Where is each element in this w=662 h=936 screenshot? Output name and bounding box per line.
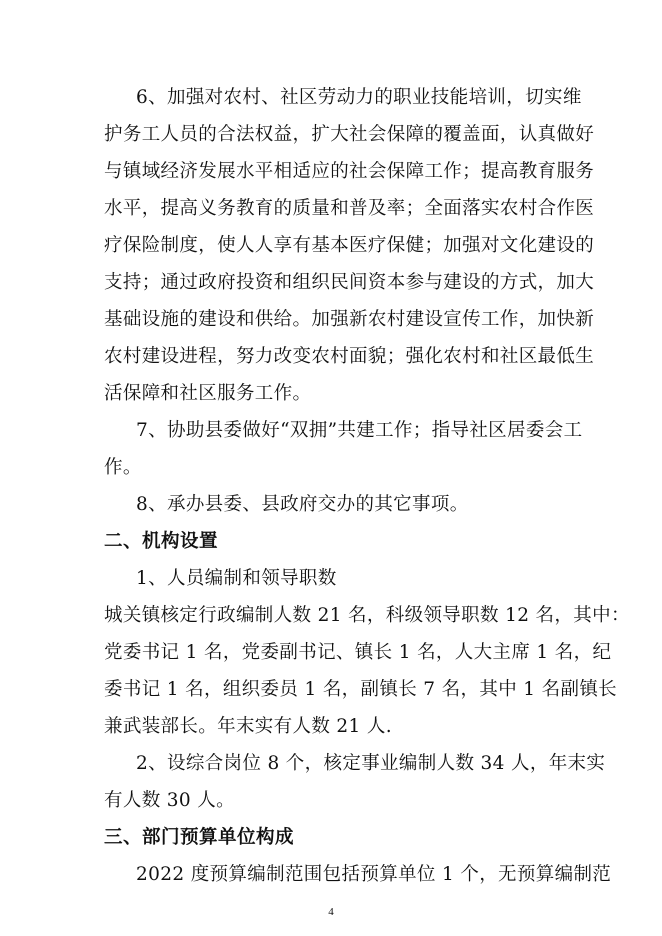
item-6-line: 支持；通过政府投资和组织民间资本参与建设的方式，加大 [104, 272, 595, 293]
staffing-subtitle: 1、人员编制和领导职数 [136, 568, 337, 589]
section-heading-budget-units: 三、部门预算单位构成 [104, 827, 295, 848]
item-6-line: 护务工人员的合法权益，扩大社会保障的覆盖面，认真做好 [104, 124, 595, 145]
item-6-line: 与镇域经济发展水平相适应的社会保障工作；提高教育服务 [104, 161, 595, 182]
staffing-line: 党委书记 1 名，党委副书记、镇长 1 名，人大主席 1 名，纪 [104, 642, 612, 663]
item-7-line: 7、协助县委做好“双拥”共建工作；指导社区居委会工 [136, 420, 583, 441]
staffing-line: 兼武装部长。年末实有人数 21 人. [104, 716, 392, 737]
staffing-line: 委书记 1 名，组织委员 1 名，副镇长 7 名，其中 1 名副镇长 [104, 679, 618, 700]
staffing-line: 城关镇核定行政编制人数 21 名，科级领导职数 12 名，其中： [104, 605, 630, 626]
item-7-line: 作。 [104, 457, 142, 478]
item-6-line: 活保障和社区服务工作。 [104, 383, 312, 404]
item-6-line: 农村建设进程，努力改变农村面貌；强化农村和社区最低生 [104, 346, 595, 367]
positions-line: 有人数 30 人。 [104, 790, 235, 811]
page-number: 4 [328, 906, 334, 918]
item-6-line: 基础设施的建设和供给。加强新农村建设宣传工作，加快新 [104, 309, 595, 330]
item-8-line: 8、承办县委、县政府交办的其它事项。 [136, 494, 469, 515]
item-6-line: 水平，提高义务教育的质量和普及率；全面落实农村合作医 [104, 198, 595, 219]
item-6-line: 6、加强对农村、社区劳动力的职业技能培训，切实维 [136, 87, 582, 108]
item-6-line: 疗保险制度，使人人享有基本医疗保健；加强对文化建设的 [104, 235, 595, 256]
positions-line: 2、设综合岗位 8 个，核定事业编制人数 34 人，年末实 [136, 753, 606, 774]
section-heading-org: 二、机构设置 [104, 531, 219, 552]
budget-scope-line: 2022 度预算编制范围包括预算单位 1 个，无预算编制范 [136, 864, 612, 885]
